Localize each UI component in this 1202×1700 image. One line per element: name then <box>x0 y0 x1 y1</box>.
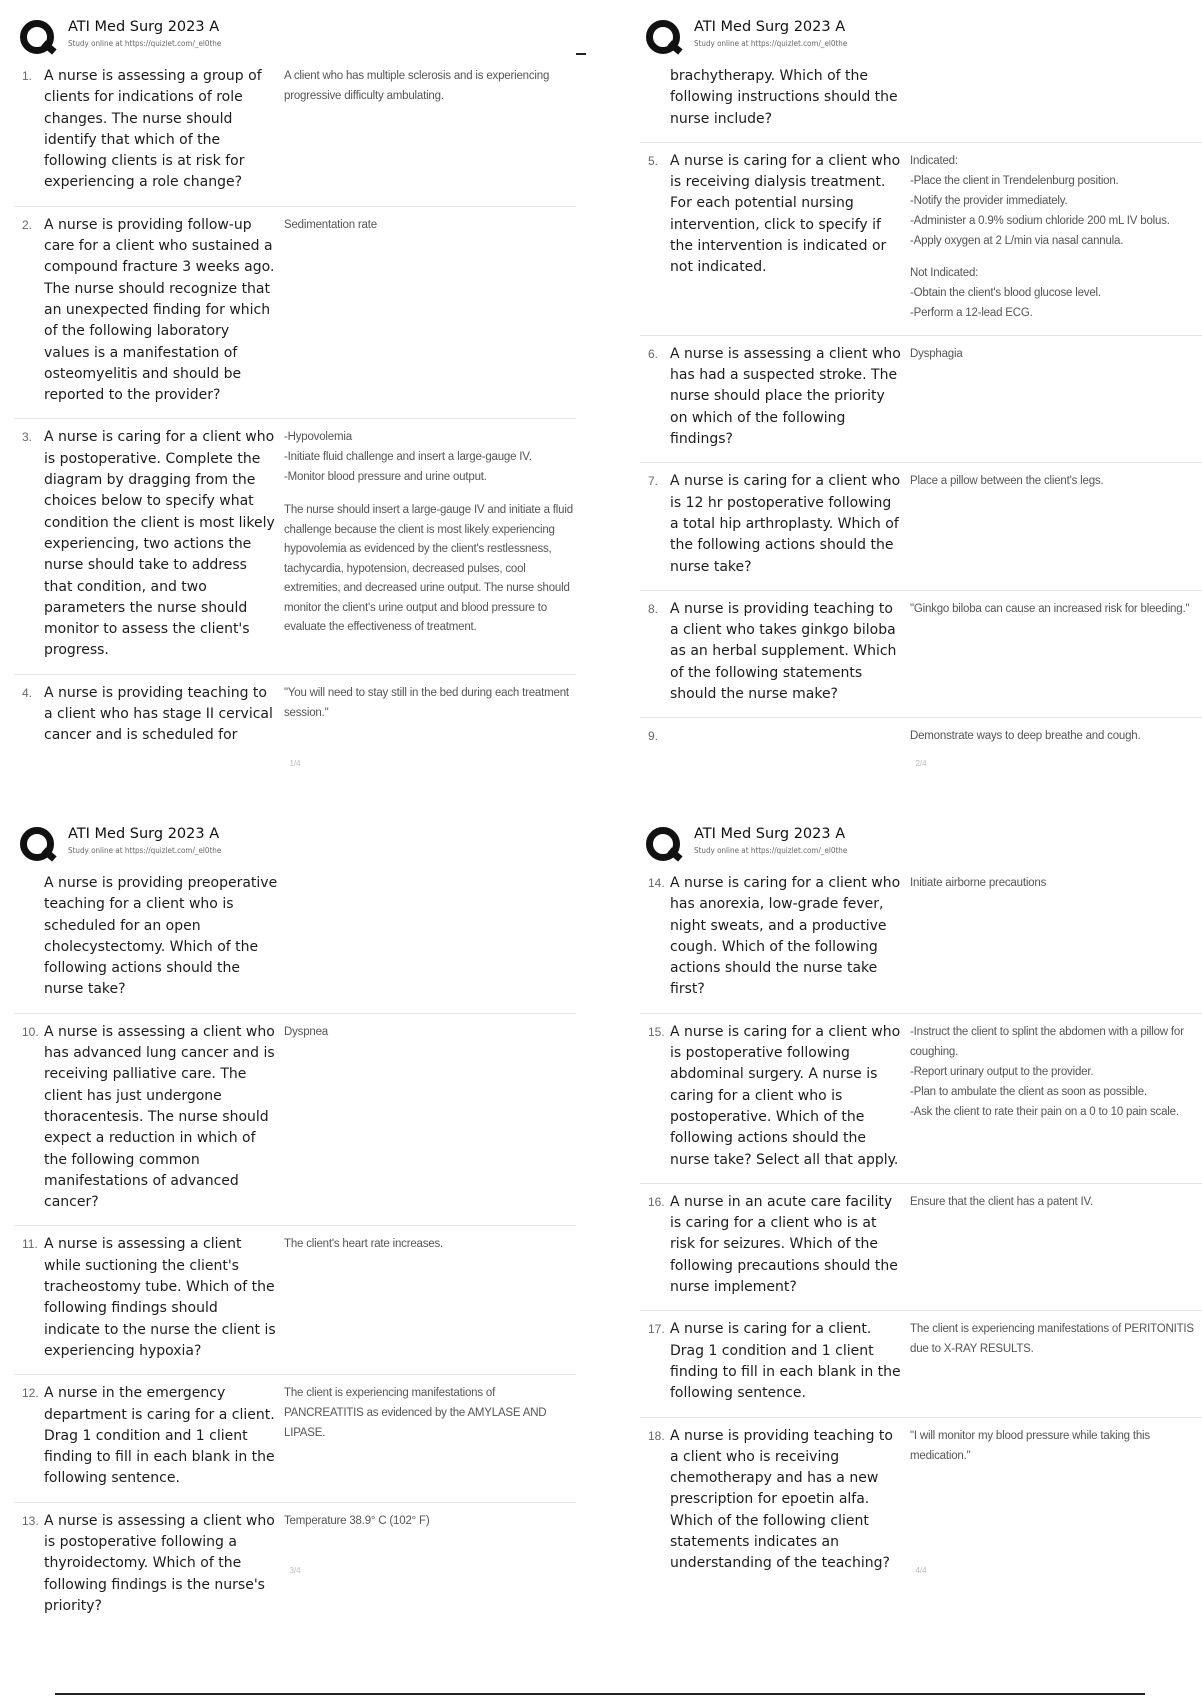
question-number: 4. <box>22 685 33 700</box>
bottom-rule <box>55 1693 1145 1695</box>
answer <box>278 427 576 661</box>
question-row <box>640 718 1202 759</box>
page-header <box>640 825 1202 865</box>
question-number <box>14 873 44 1001</box>
question-row <box>14 58 576 207</box>
answer <box>904 1022 1202 1171</box>
answer <box>278 873 576 1001</box>
answer-line: -Initiate fluid challenge and insert a large-gauge IV. <box>284 451 532 464</box>
page-number: 3/4 <box>289 1566 301 1575</box>
answer-line: -Obtain the client's blood glucose level. <box>910 286 1101 299</box>
question-text: A nurse in an acute care facility is caring for a client who is at risk for seizures. Which of the following precautions should the nurse implement? <box>670 1193 898 1296</box>
answer <box>278 1383 576 1489</box>
page-number: 1/4 <box>289 759 301 768</box>
question-text: A nurse is providing preoperative teaching for a client who is scheduled for an open cholecystectomy. Which of the following actions should the nurse take? <box>44 875 278 998</box>
question-row <box>640 336 1202 463</box>
page-header <box>640 18 1202 58</box>
question-number: 11. <box>22 1237 38 1252</box>
question-text: A nurse is assessing a client while suctioning the client's tracheostomy tube. Which of the following findings should indicate to the nurse the client is experiencing hypoxia? <box>44 1236 276 1359</box>
question-text: A nurse is caring for a client who is receiving dialysis treatment. For each potential nursing intervention, click to specify if the intervention is indicated or not indicated. <box>670 152 901 276</box>
question-text: A nurse is caring for a client who has anorexia, low-grade fever, night sweats, and a productive cough. Which of the following actions should the nurse take first? <box>670 875 901 998</box>
answer <box>904 66 1202 130</box>
answer-line: Dysphagia <box>910 347 963 360</box>
question-row <box>640 143 1202 336</box>
answer-line: Place a pillow between the client's legs. <box>910 475 1104 488</box>
page-number: 4/4 <box>915 1566 927 1575</box>
answer-line: Sedimentation rate <box>284 218 377 231</box>
question-text: A nurse is assessing a client who has advanced lung cancer and is receiving palliative care. The client has just undergone thoracentesis. The nurse should expect a reduction in which of the following common manifestations of advanced cancer? <box>44 1023 275 1211</box>
answer-explanation: The nurse should insert a large-gauge IV and initiate a fluid challenge because the client is most likely experiencing hypovolemia as evidenced by the client's restlessness, tachycardia, hypotension, decreased pulses, cool extremities, and decreased urine output. The nurse should monitor the client's urine output and blood pressure to evaluate the effectiveness of treatment. <box>284 504 573 634</box>
question-number: 6. <box>648 346 659 361</box>
answer-line: Temperature 38.9° C (102° F) <box>284 1514 430 1527</box>
question-row <box>640 463 1202 590</box>
question-text: A nurse is providing teaching to a client who is receiving chemotherapy and has a new prescription for epoetin alfa. Which of the following client statements indicates an understanding of the teaching? <box>670 1427 893 1572</box>
question-number: 15. <box>648 1024 665 1039</box>
answer-line: -Apply oxygen at 2 L/min via nasal cannula. <box>910 234 1124 247</box>
question-text: A nurse is caring for a client who is postoperative following abdominal surgery. A nurse is caring for a client who is postoperative. Which of the following actions should the nurse take? Select all that apply. <box>670 1023 901 1168</box>
answer-line: Initiate airborne precautions <box>910 877 1047 889</box>
document-title: ATI Med Surg 2023 A <box>68 826 220 842</box>
document-title: ATI Med Surg 2023 A <box>694 19 846 35</box>
question-number: 2. <box>22 217 33 232</box>
question-row <box>14 207 576 420</box>
answer <box>904 726 1202 747</box>
answer-line: -Place the client in Trendelenburg position. <box>910 174 1119 187</box>
study-online-link[interactable]: Study online at https://quizlet.com/_el0the <box>694 39 848 48</box>
question-number: 8. <box>648 601 659 616</box>
answer-line: A client who has multiple sclerosis and is experiencing progressive difficulty ambulating. <box>284 70 550 102</box>
answer-line: "I will monitor my blood pressure while taking this medication." <box>910 1429 1150 1462</box>
answer <box>278 1022 576 1214</box>
answer-line: -Report urinary output to the provider. <box>910 1065 1094 1078</box>
page-header <box>14 825 576 865</box>
answer <box>278 66 576 194</box>
answer <box>278 1511 576 1617</box>
document-page <box>640 18 1202 778</box>
answer <box>278 683 576 747</box>
question-text: A nurse is assessing a group of clients for indications of role changes. The nurse should identify that which of the following clients is at risk for experiencing a role change? <box>44 68 262 191</box>
answer <box>904 471 1202 577</box>
question-text: A nurse is providing teaching to a client who takes ginkgo biloba as an herbal supplement. Which of the following statements should the nurse make? <box>670 600 897 703</box>
answer-line: The client is experiencing manifestations of PERITONITIS due to X-RAY RESULTS. <box>910 1323 1194 1356</box>
question-row <box>640 58 1202 143</box>
answer-line: Indicated: <box>910 154 958 167</box>
question-text: A nurse is caring for a client who is 12 hr postoperative following a total hip arthroplasty. Which of the following actions should the nurse take? <box>670 473 901 575</box>
question-row <box>640 865 1202 1014</box>
quizlet-logo-icon[interactable] <box>20 827 56 863</box>
question-text <box>670 726 904 747</box>
question-row <box>14 419 576 674</box>
answer <box>904 873 1202 1001</box>
answer-line: The client's heart rate increases. <box>284 1238 444 1251</box>
question-number: 14. <box>648 876 665 890</box>
question-number: 12. <box>22 1386 39 1401</box>
document-page <box>640 825 1202 1585</box>
study-online-link[interactable]: Study online at https://quizlet.com/_el0the <box>694 846 848 855</box>
question-text: A nurse is providing follow-up care for a client who sustained a compound fracture 3 weeks ago. The nurse should recognize that an unexpected finding for which of the following laboratory values is a manifestation of osteomyelitis and should be reported to the provider? <box>44 216 275 404</box>
answer <box>904 344 1202 450</box>
study-online-link[interactable]: Study online at https://quizlet.com/_el0the <box>68 39 222 48</box>
question-number: 10. <box>22 1024 39 1039</box>
answer <box>904 599 1202 705</box>
page-number: 2/4 <box>915 759 927 768</box>
answer-line: -Instruct the client to splint the abdomen with a pillow for coughing. <box>910 1025 1184 1058</box>
quizlet-logo-icon[interactable] <box>646 20 682 56</box>
answer-line: -Perform a 12-lead ECG. <box>910 306 1033 319</box>
question-text: A nurse is assessing a client who is postoperative following a thyroidectomy. Which of the following findings is the nurse's priority? <box>44 1512 275 1614</box>
answer-line: -Notify the provider immediately. <box>910 194 1068 207</box>
question-text: A nurse is providing teaching to a client who has stage II cervical cancer and is scheduled for <box>44 684 273 744</box>
answer <box>278 215 576 407</box>
question-text: brachytherapy. Which of the following instructions should the nurse include? <box>670 68 898 127</box>
document-page <box>14 825 576 1614</box>
question-number: 9. <box>648 729 659 744</box>
document-title: ATI Med Surg 2023 A <box>68 19 220 35</box>
answer-line: The client is experiencing manifestations of PANCREATITIS as evidenced by the AMYLASE AND LIPASE. <box>284 1387 547 1440</box>
question-row <box>640 1014 1202 1184</box>
question-number: 1. <box>22 69 33 83</box>
question-row <box>14 1226 576 1375</box>
question-number: 3. <box>22 430 33 445</box>
answer-line: Demonstrate ways to deep breathe and cough. <box>910 730 1141 743</box>
answer-line: Dyspnea <box>284 1025 328 1038</box>
answer <box>904 1426 1202 1575</box>
answer-line: -Ask the client to rate their pain on a 0 to 10 pain scale. <box>910 1105 1179 1118</box>
question-row <box>14 1014 576 1227</box>
header-text <box>68 18 221 49</box>
study-online-link[interactable]: Study online at https://quizlet.com/_el0the <box>68 846 222 855</box>
question-row <box>640 1184 1202 1311</box>
question-number: 13. <box>22 1513 39 1528</box>
question-text: A nurse is caring for a client who is postoperative. Complete the diagram by dragging from the choices below to specify what condition the client is most likely experiencing, two actions the nurse should take to address that condition, and two parameters the nurse should monitor to assess the client's progress. <box>44 429 275 659</box>
answer <box>904 151 1202 323</box>
question-row <box>640 591 1202 718</box>
answer <box>278 1234 576 1362</box>
header-text <box>694 18 847 49</box>
answer <box>904 1192 1202 1298</box>
document-page <box>14 18 576 778</box>
quizlet-logo-icon[interactable] <box>646 827 682 863</box>
question-row <box>640 1311 1202 1417</box>
question-number <box>640 66 670 130</box>
question-number: 16. <box>648 1194 665 1209</box>
question-number: 18. <box>648 1428 665 1443</box>
question-text: A nurse in the emergency department is caring for a client. Drag 1 condition and 1 client finding to fill in each blank in the following sentence. <box>44 1385 275 1487</box>
header-text <box>68 825 221 856</box>
answer-line: -Hypovolemia <box>284 431 352 444</box>
answer-line: -Plan to ambulate the client as soon as possible. <box>910 1085 1147 1098</box>
answer-line: Ensure that the client has a patent IV. <box>910 1195 1093 1208</box>
question-number: 5. <box>648 153 659 168</box>
answer-line: "You will need to stay still in the bed during each treatment session." <box>284 686 569 719</box>
answer <box>904 1319 1202 1404</box>
header-text <box>694 825 847 856</box>
answer-line: "Ginkgo biloba can cause an increased risk for bleeding." <box>910 602 1190 615</box>
document-title: ATI Med Surg 2023 A <box>694 826 846 842</box>
answer-gap <box>910 251 1202 263</box>
question-row <box>14 675 576 759</box>
page-header <box>14 18 576 58</box>
answer-line: -Monitor blood pressure and urine output. <box>284 471 487 484</box>
question-row <box>14 865 576 1014</box>
quizlet-logo-icon[interactable] <box>20 20 56 56</box>
answer-line: Not Indicated: <box>910 266 979 279</box>
question-number: 17. <box>648 1322 665 1337</box>
question-row <box>14 1375 576 1502</box>
question-row <box>640 1418 1202 1587</box>
question-text: A nurse is assessing a client who has had a suspected stroke. The nurse should place the priority on which of the following findings? <box>670 345 901 448</box>
question-number: 7. <box>648 474 659 489</box>
answer-line: -Administer a 0.9% sodium chloride 200 mL IV bolus. <box>910 214 1170 227</box>
question-text: A nurse is caring for a client. Drag 1 condition and 1 client finding to fill in each blank in the following sentence. <box>670 1321 901 1402</box>
